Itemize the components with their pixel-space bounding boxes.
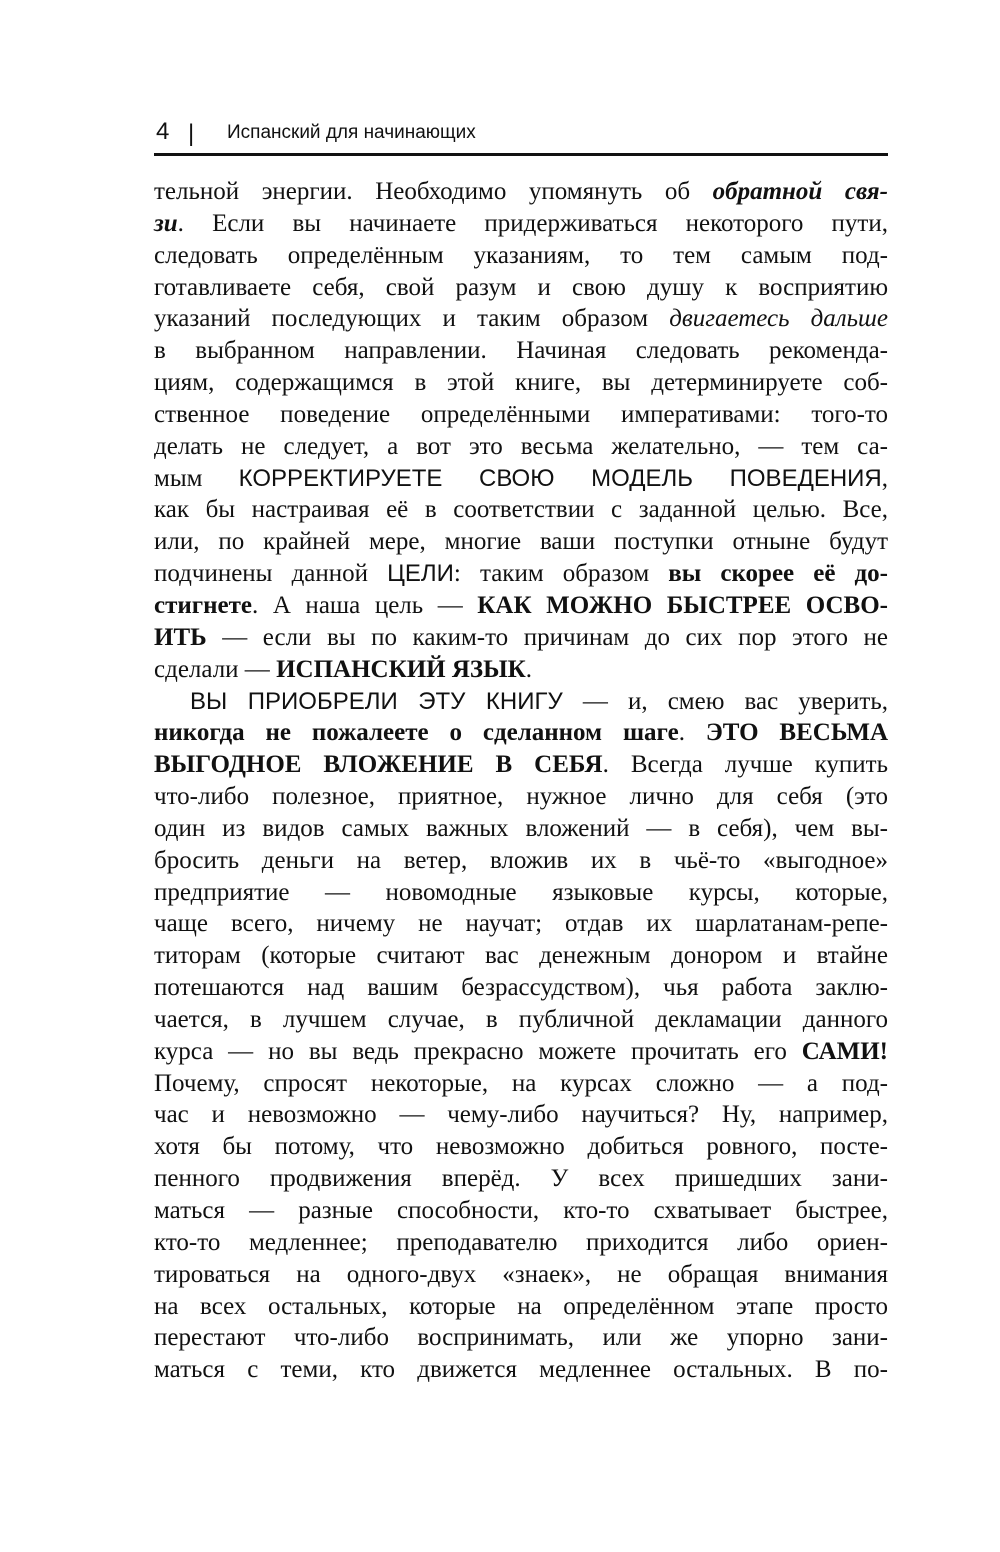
text-line: подчинены данной ЦЕЛИ: таким образом вы скорее её до- <box>154 560 889 588</box>
header-separator: | <box>188 120 195 147</box>
text-line: или, по крайней мере, многие ваши поступки отныне будут <box>154 528 888 556</box>
text-line: маться с теми, кто движется медленнее остальных. В по- <box>154 1356 888 1384</box>
text-line: на всех остальных, которые на определённом этапе просто <box>154 1292 888 1320</box>
text-line: готавливаете себя, свой разум и свою душу к восприятию <box>154 273 888 301</box>
text-line: пенного продвижения вперёд. У всех пришедших зани- <box>154 1165 888 1193</box>
text-line: ИТЬ — если вы по каким-то причинам до сих пор этого не <box>154 623 888 651</box>
text-line: титорам (которые считают вас денежным донором и втайне <box>154 942 888 970</box>
text-line: сделали — ИСПАНСКИЙ ЯЗЫК. <box>154 655 533 683</box>
text-line: в выбранном направлении. Начиная следовать рекоменда- <box>154 337 888 365</box>
text-line: хотя бы потому, что невозможно добиться ровного, посте- <box>154 1133 888 1161</box>
text-line: как бы настраивая её в соответствии с заданной целью. Все, <box>154 496 888 524</box>
text-line: тироваться на одного-двух «знаек», не обращая внимания <box>154 1260 888 1288</box>
text-line: ВЫ ПРИОБРЕЛИ ЭТУ КНИГУ — и, смею вас уверить, <box>190 687 888 715</box>
text-line: никогда не пожалеете о сделанном шаге. ЭТО ВЕСЬМА <box>154 719 889 747</box>
text-line: зи. Если вы начинаете придерживаться некоторого пути, <box>154 209 888 237</box>
text-line: ственное поведение определёнными императивами: того-то <box>154 400 888 428</box>
text-line: тельной энергии. Необходимо упомянуть об обратной свя- <box>154 178 888 205</box>
page-number: 4 <box>156 118 170 145</box>
text-line: потешаются над вашим безрассудством), чья работа заклю- <box>154 974 888 1002</box>
text-line: стигнете. А наша цель — КАК МОЖНО БЫСТРЕЕ ОСВО- <box>154 591 888 619</box>
text-line: мым КОРРЕКТИРУЕТЕ СВОЮ МОДЕЛЬ ПОВЕДЕНИЯ, <box>154 464 888 492</box>
text-line: чаще всего, ничему не научат; отдав их шарлатанам-репе- <box>154 910 888 938</box>
text-line: Почему, спросят некоторые, на курсах сложно — а под- <box>154 1069 888 1097</box>
text-line: бросить деньги на ветер, вложив их в чьё-то «выгодное» <box>154 846 888 874</box>
text-line: один из видов самых важных вложений — в себя), чем вы- <box>154 814 888 842</box>
text-line: что-либо полезное, приятное, нужное лично для себя (это <box>154 783 888 811</box>
running-title: Испанский для начинающих <box>227 122 476 143</box>
running-header <box>154 116 888 156</box>
text-line: предприятие — новомодные языковые курсы, которые, <box>154 878 888 906</box>
text-line: час и невозможно — чему-либо научиться? Ну, например, <box>154 1101 888 1129</box>
text-line: курса — но вы ведь прекрасно можете прочитать его САМИ! <box>154 1037 888 1065</box>
text-line: следовать определённым указаниям, то тем самым под- <box>154 241 888 269</box>
text-line: перестают что-либо воспринимать, или же упорно зани- <box>154 1324 888 1352</box>
text-line: ВЫГОДНОЕ ВЛОЖЕНИЕ В СЕБЯ. Всегда лучше купить <box>154 751 888 779</box>
text-line: кто-то медленнее; преподавателю приходится либо ориен- <box>154 1228 888 1256</box>
text-line: указаний последующих и таким образом двигаетесь дальше <box>154 305 888 333</box>
text-line: циям, содержащимся в этой книге, вы детерминируете соб- <box>154 369 888 397</box>
text-line: делать не следует, а вот это весьма желательно, — тем са- <box>154 432 888 460</box>
text-line: маться — разные способности, кто-то схватывает быстрее, <box>154 1197 888 1224</box>
body-text <box>154 176 888 1386</box>
text-line: чается, в лучшем случае, в публичной декламации данного <box>154 1005 888 1033</box>
